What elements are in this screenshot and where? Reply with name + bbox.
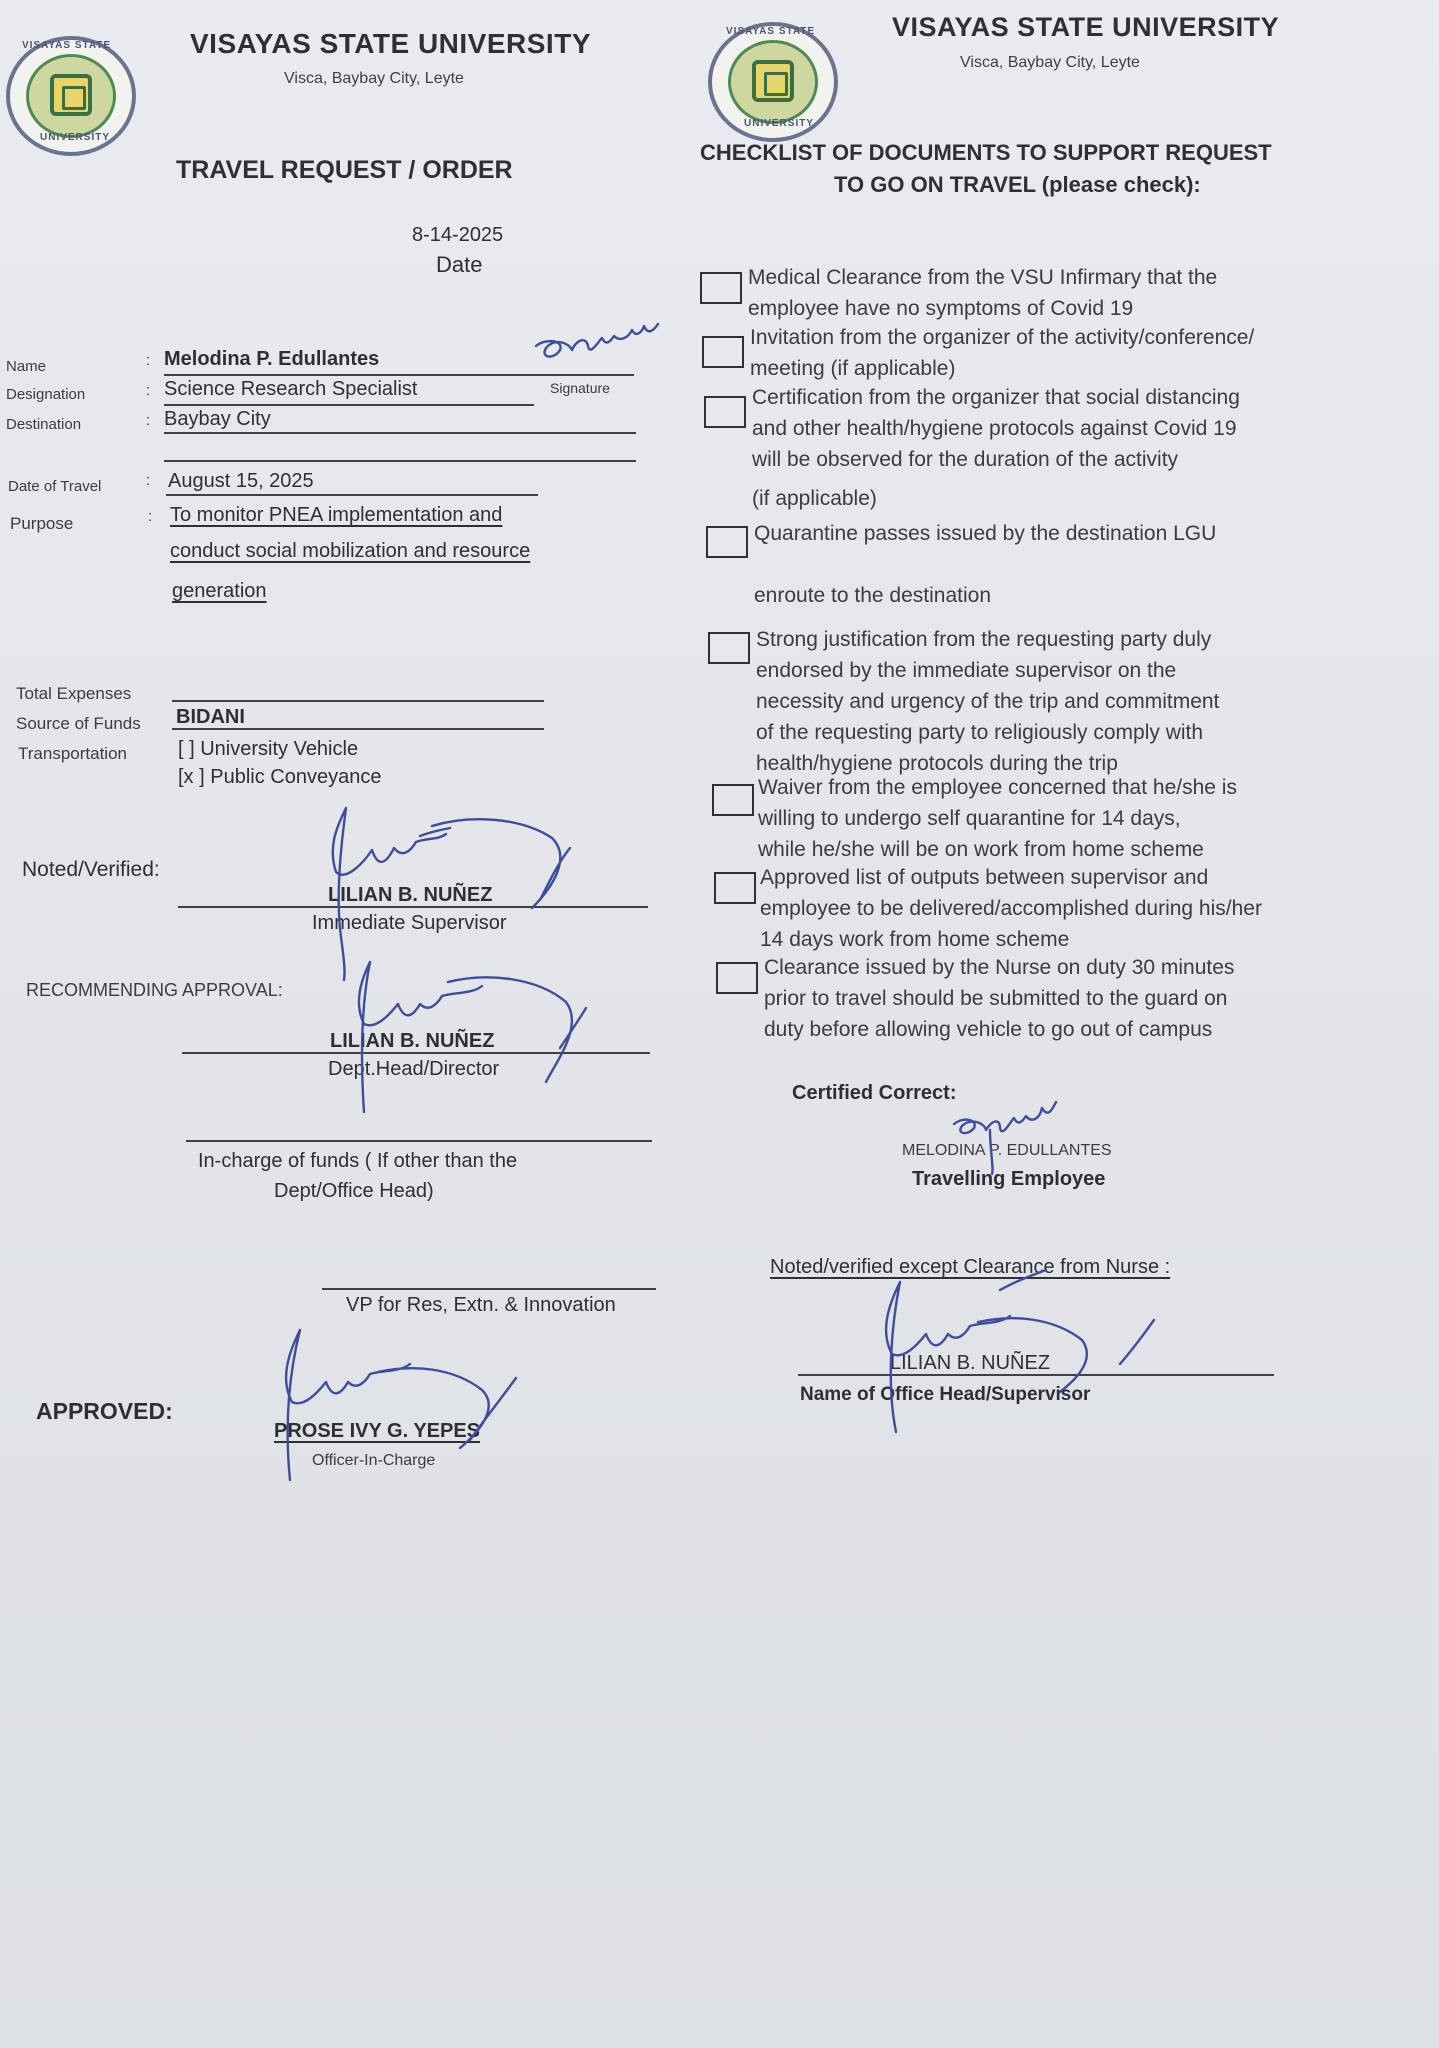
checklist-title-line-1: CHECKLIST OF DOCUMENTS TO SUPPORT REQUEST	[700, 140, 1272, 165]
noted-except-label: Noted/verified except Clearance from Nurse :	[770, 1256, 1171, 1278]
certified-correct-label: Certified Correct:	[792, 1082, 957, 1104]
destination-colon: :	[146, 412, 151, 429]
checklist-item-7: Approved list of outputs between supervisor and employee to be delivered/accomplished during his/her 14 days work from home scheme	[760, 866, 1262, 951]
office-head-name: LILIAN B. NUÑEZ	[890, 1352, 1051, 1374]
recommending-approval-label: RECOMMENDING APPROVAL:	[26, 980, 283, 1000]
seal-text-top: VISAYAS STATE	[22, 40, 112, 51]
purpose-line-3: generation	[172, 580, 267, 602]
date-of-travel-line	[166, 494, 538, 496]
oic-name: PROSE IVY G. YEPES	[274, 1420, 481, 1442]
dept-head-line	[182, 1052, 650, 1054]
name-label: Name	[6, 358, 47, 375]
employee-signature-right	[954, 1102, 1056, 1174]
supervisor-title: Immediate Supervisor	[312, 912, 507, 934]
date-of-travel-colon: :	[146, 472, 151, 489]
vp-line	[322, 1288, 656, 1290]
checklist-checkbox-2[interactable]	[702, 336, 744, 368]
checklist-item-4: Quarantine passes issued by the destination LGU enroute to the destination	[754, 522, 1217, 607]
employee-name: MELODINA P. EDULLANTES	[902, 1142, 1112, 1159]
designation-value: Science Research Specialist	[164, 378, 418, 400]
transportation-label: Transportation	[18, 744, 127, 763]
date-of-travel-label: Date of Travel	[8, 478, 102, 495]
university-address-right: Visca, Baybay City, Leyte	[960, 54, 1140, 71]
checklist-checkbox-3[interactable]	[704, 396, 746, 428]
transport-option-public-conveyance: [x ] Public Conveyance	[178, 766, 382, 788]
purpose-label: Purpose	[10, 514, 74, 533]
employee-signature-top	[536, 324, 658, 357]
designation-line	[164, 404, 534, 406]
purpose-line-2: conduct social mobilization and resource	[170, 540, 531, 562]
checklist-checkbox-1[interactable]	[700, 272, 742, 304]
university-name-right: VISAYAS STATE UNIVERSITY	[892, 12, 1280, 42]
seal-text-bottom-right: UNIVERSITY	[744, 118, 815, 129]
checklist-checkbox-8[interactable]	[716, 962, 758, 994]
checklist-item-3: Certification from the organizer that social distancing and other health/hygiene protocols against Covid 19 will be observed for the duration of the activity (if applicable)	[752, 386, 1240, 510]
office-head-signature	[886, 1270, 1154, 1432]
destination-label: Destination	[6, 416, 82, 433]
checklist-checkbox-7[interactable]	[714, 872, 756, 904]
checklist-checkbox-5[interactable]	[708, 632, 750, 664]
office-head-title: Name of Office Head/Supervisor	[800, 1384, 1091, 1405]
university-address: Visca, Baybay City, Leyte	[284, 70, 464, 87]
funds-incharge-line	[186, 1140, 652, 1142]
name-line	[164, 374, 634, 376]
funds-incharge-line-1: In-charge of funds ( If other than the	[198, 1150, 518, 1172]
name-colon: :	[146, 352, 151, 369]
name-value: Melodina P. Edullantes	[164, 348, 380, 370]
university-name: VISAYAS STATE UNIVERSITY	[190, 28, 591, 59]
destination-value: Baybay City	[164, 408, 271, 430]
source-of-funds-value: BIDANI	[176, 706, 245, 728]
noted-verified-label: Noted/Verified:	[22, 858, 160, 881]
checklist-item-8: Clearance issued by the Nurse on duty 30 minutes prior to travel should be submitted to the guard on duty before allowing vehicle to go out of campus	[764, 956, 1235, 1041]
source-of-funds-label: Source of Funds	[16, 714, 141, 733]
date-of-travel-value: August 15, 2025	[168, 470, 314, 492]
dept-head-name: LILIAN B. NUÑEZ	[330, 1030, 495, 1052]
request-date-label: Date	[436, 252, 483, 277]
total-expenses-line	[172, 700, 544, 702]
supervisor-line	[178, 906, 648, 908]
dept-head-title: Dept.Head/Director	[328, 1058, 500, 1080]
purpose-line-1: To monitor PNEA implementation and	[170, 504, 503, 526]
office-head-line	[798, 1374, 1274, 1376]
form-title: TRAVEL REQUEST / ORDER	[176, 156, 513, 184]
checklist-checkbox-6[interactable]	[712, 784, 754, 816]
vp-label: VP for Res, Extn. & Innovation	[346, 1294, 616, 1316]
designation-colon: :	[146, 382, 151, 399]
checklist-item-6: Waiver from the employee concerned that he/she is willing to undergo self quarantine for 14 days, while he/she will be on work from home scheme	[758, 776, 1237, 861]
checklist-item-2: Invitation from the organizer of the activity/conference/ meeting (if applicable)	[750, 326, 1255, 380]
seal-text-top-right: VISAYAS STATE	[726, 26, 816, 37]
checklist-checkbox-4[interactable]	[706, 526, 748, 558]
funds-incharge-line-2: Dept/Office Head)	[274, 1180, 434, 1202]
employee-title: Travelling Employee	[912, 1168, 1106, 1190]
signature-label: Signature	[550, 380, 610, 396]
request-date-value: 8-14-2025	[412, 224, 504, 246]
checklist-item-1: Medical Clearance from the VSU Infirmary that the employee have no symptoms of Covid 19	[748, 266, 1218, 320]
destination-line-2	[164, 460, 636, 462]
total-expenses-label: Total Expenses	[16, 684, 132, 703]
transport-option-university-vehicle: [ ] University Vehicle	[178, 738, 359, 760]
checklist-title-line-2: TO GO ON TRAVEL (please check):	[834, 172, 1201, 197]
oic-title: Officer-In-Charge	[312, 1452, 436, 1469]
destination-line	[164, 432, 636, 434]
purpose-colon: :	[148, 508, 153, 525]
supervisor-name: LILIAN B. NUÑEZ	[328, 884, 493, 906]
source-of-funds-line	[172, 728, 544, 730]
checklist-item-5: Strong justification from the requesting party duly endorsed by the immediate supervisor on the necessity and urgency of the trip and commitment of the requesting party to religiously comply with health/hygiene protocols during the trip	[756, 628, 1220, 775]
approved-label: APPROVED:	[36, 1398, 173, 1424]
designation-label: Designation	[6, 386, 86, 403]
seal-text-bottom: UNIVERSITY	[40, 132, 111, 143]
